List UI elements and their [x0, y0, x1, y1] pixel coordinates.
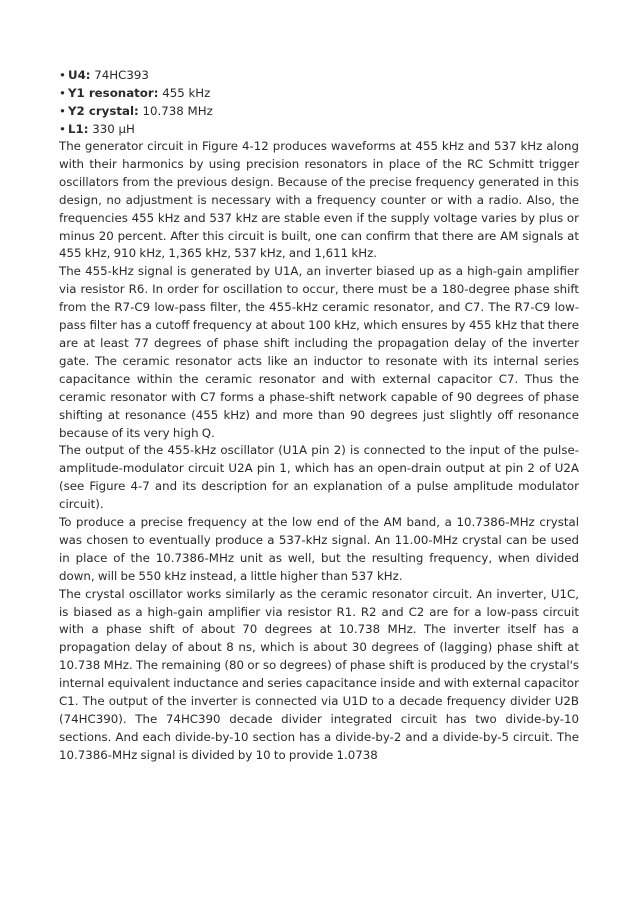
paragraph-crystal-choice: To produce a precise frequency at the low end of the AM band, a 10.7386-MHz crystal was chosen to eventually produce a 537-kHz signal. An 11.00-MHz crystal can be used in place of the 10.7386-MHz unit as well, but the resulting frequency, when divided down, will be 550 kHz instead, a little higher than 537 kHz. [59, 515, 579, 583]
bullet-icon: • [59, 104, 66, 118]
paragraph-oscillator-output: The output of the 455-kHz oscillator (U1A pin 2) is connected to the input of the pulse-amplitude-modulator circuit U2A pin 1, which has an open-drain output at pin 2 of U2A (see Figure 4-7 and its description for an explanation of a pulse amplitude modulator circuit). [59, 443, 579, 512]
part-value: 330 µH [92, 122, 135, 136]
paragraph-455khz-oscillator: The 455-kHz signal is generated by U1A, an inverter biased up as a high-gain amplifier via resistor R6. In order for oscillation to occur, there must be a 180-degree phase shift from the R7-C9 low-pass filter, the 455-kHz ceramic resonator, and C7. The R7-C9 low-pass filter has a cutoff frequency at about 100 kHz, which ensures by 455 kHz that there are at least 77 degrees of phase shift including the propagation delay of the inverter gate. The ceramic resonator acts like an inductor to resonate with its internal series capacitance within the ceramic resonator and with external capacitor C7. Thus the ceramic resonator with C7 forms a phase-shift network capable of 90 degrees of phase shifting at resonance (455 kHz) and more than 90 degrees just slightly off resonance because of its very high Q. [59, 264, 579, 440]
part-value: 455 kHz [162, 86, 211, 100]
part-label: Y1 resonator: [68, 86, 159, 100]
bullet-icon: • [59, 68, 66, 82]
part-value: 74HC393 [94, 68, 149, 82]
parts-list-item [59, 84, 579, 102]
part-label: Y2 crystal: [68, 104, 139, 118]
parts-list [59, 66, 579, 138]
parts-list-item [59, 120, 579, 138]
part-label: U4: [68, 68, 91, 82]
parts-list-item [59, 102, 579, 120]
part-label: L1: [68, 122, 89, 136]
part-value: 10.738 MHz [142, 104, 213, 118]
paragraph-generator-overview: The generator circuit in Figure 4-12 produces waveforms at 455 kHz and 537 kHz along with their harmonics by using precision resonators in place of the RC Schmitt trigger oscillators from the previous design. Because of the precise frequency generated in this design, no adjustment is necessary with a frequency counter or with a radio. Also, the frequencies 455 kHz and 537 kHz are stable even if the supply voltage varies by plus or minus 20 percent. After this circuit is built, one can confirm that there are AM signals at 455 kHz, 910 kHz, 1,365 kHz, 537 kHz, and 1,611 kHz. [59, 139, 579, 261]
document-page [59, 66, 579, 765]
parts-list-item [59, 66, 579, 84]
bullet-icon: • [59, 86, 66, 100]
bullet-icon: • [59, 122, 66, 136]
paragraph-crystal-oscillator: The crystal oscillator works similarly as the ceramic resonator circuit. An inverter, U1C, is biased as a high-gain amplifier via resistor R1. R2 and C2 are for a low-pass circuit with a phase shift of about 70 degrees at 10.738 MHz. The inverter itself has a propagation delay of about 8 ns, which is about 30 degrees of (lagging) phase shift at 10.738 MHz. The remaining (80 or so degrees) of phase shift is produced by the crystal's internal equivalent inductance and series capacitance inside and with external capacitor C1. The output of the inverter is connected via U1D to a decade frequency divider U2B (74HC390). The 74HC390 decade divider integrated circuit has two divide-by-10 sections. And each divide-by-10 section has a divide-by-2 and a divide-by-5 circuit. The 10.7386-MHz signal is divided by 10 to provide 1.0738 [59, 586, 579, 762]
